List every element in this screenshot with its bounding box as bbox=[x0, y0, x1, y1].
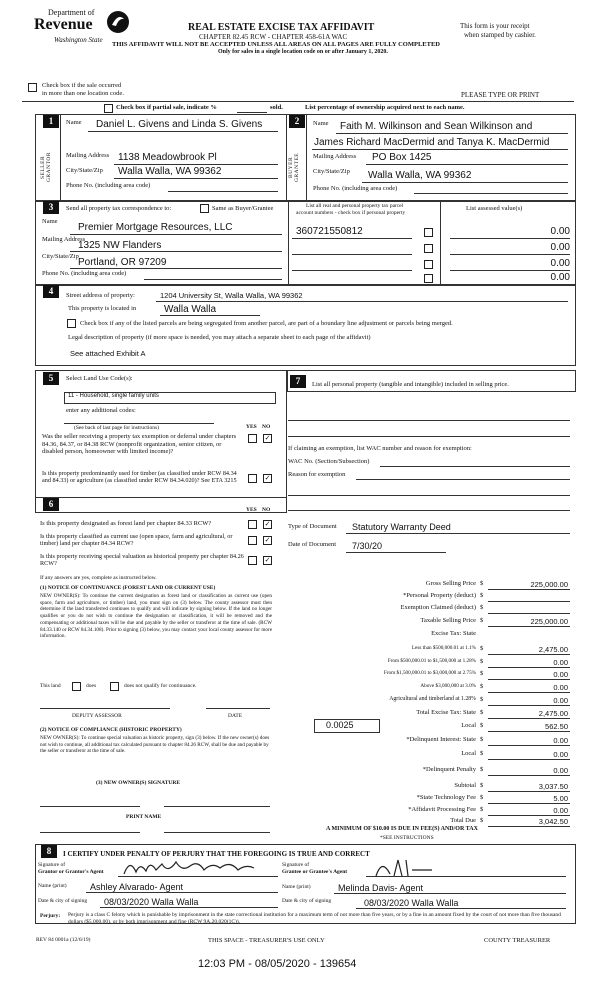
buyer-name-line1[interactable]: Faith M. Wilkinson and Sean Wilkinson and bbox=[340, 121, 533, 132]
min-fee-note: A MINIMUM OF $10.00 IS DUE IN FEE(S) AND/OR TAX bbox=[326, 826, 478, 832]
located-in-label: This property is located in bbox=[68, 305, 137, 312]
assessed-value-3[interactable]: 0.00 bbox=[550, 258, 570, 269]
form-warning: THIS AFFIDAVIT WILL NOT BE ACCEPTED UNLESS ALL AREAS ON ALL PAGES ARE FULLY COMPLETED bbox=[112, 41, 440, 48]
grantor-date-city[interactable]: 08/03/2020 Walla Walla bbox=[104, 897, 199, 907]
seller-grantor-label: SELLER GRANTOR bbox=[40, 152, 52, 182]
delinq-state-dollar-sign: $ bbox=[480, 736, 484, 743]
s5-question-1: Was the seller receiving a property tax exemption or deferral under chapters 84.36, 84.37, or 84.38 RCW (nonprofit organization, senior citizen, or disabled person, homeowner with limited income)? bbox=[42, 433, 237, 456]
segregated-checkbox[interactable] bbox=[67, 319, 76, 328]
form-subtitle: CHAPTER 82.45 RCW - CHAPTER 458-61A WAC bbox=[199, 33, 348, 41]
seller-city-label: City/State/Zip bbox=[66, 167, 103, 174]
parcel-header-1: List all real and personal property tax parcel bbox=[306, 203, 404, 209]
tier3-dollar-sign: $ bbox=[480, 670, 484, 677]
tax-corr-city[interactable]: Portland, OR 97209 bbox=[78, 257, 167, 268]
grantee-date-label: Date & city of signing bbox=[282, 898, 332, 904]
section-4-number: 4 bbox=[43, 285, 59, 298]
grantor-sig-label-1: Signature of bbox=[38, 862, 66, 868]
s6-q2-yes-checkbox[interactable] bbox=[248, 536, 257, 545]
buyer-mailing-label: Mailing Address bbox=[313, 153, 357, 160]
buyer-name-label: Name bbox=[313, 120, 329, 127]
multiple-location-label-1: Check box if the sale occurred bbox=[42, 82, 122, 89]
s6-q1-yes-checkbox[interactable] bbox=[248, 520, 257, 529]
street-address-label: Street address of property: bbox=[66, 292, 135, 299]
delinq-local-label: Local bbox=[461, 750, 476, 757]
new-owner-signature-label: (3) NEW OWNER(S) SIGNATURE bbox=[96, 780, 180, 786]
multiple-location-label-2: in more than one location code. bbox=[42, 90, 124, 97]
land-use-label: Select Land Use Code(s): bbox=[66, 375, 133, 382]
same-as-buyer-label: Same as Buyer/Grantee bbox=[212, 205, 274, 212]
tier3-value[interactable]: 0.00 bbox=[553, 670, 568, 679]
gross-label: Gross Selling Price bbox=[425, 580, 476, 587]
additional-codes-label: enter any additional codes: bbox=[66, 407, 136, 414]
tax-corr-city-label: City/State/Zip bbox=[42, 253, 79, 260]
section-7-number: 7 bbox=[290, 375, 306, 388]
buyer-mailing[interactable]: PO Box 1425 bbox=[372, 152, 432, 163]
personal-property-checkbox-2[interactable] bbox=[424, 244, 433, 253]
subtotal-dollar-sign: $ bbox=[480, 782, 484, 789]
s5-question-2: Is this property predominantly used for timber (as classified under RCW 84.34 and 84.33) or agriculture (as classified under RCW 84.34.020)? See ETA 3215 bbox=[42, 470, 237, 484]
parcel-header-2: account numbers - check box if personal property bbox=[296, 210, 406, 216]
section-5-number: 5 bbox=[43, 372, 59, 385]
segregated-label: Check box if any of the listed parcels are being segregated from another parcel, are part of a boundary line adjustment or parcels being merged. bbox=[80, 320, 453, 327]
please-type: PLEASE TYPE OR PRINT bbox=[461, 91, 540, 99]
wac-label: WAC No. (Section/Subsection) bbox=[288, 458, 370, 465]
taxable-dollar-sign: $ bbox=[480, 617, 484, 624]
grantee-date-city[interactable]: 08/03/2020 Walla Walla bbox=[364, 898, 459, 908]
print-name-label: PRINT NAME bbox=[126, 814, 162, 820]
taxable-label: Taxable Selling Price bbox=[420, 617, 476, 624]
personal-property-checkbox-4[interactable] bbox=[424, 274, 433, 283]
ag-dollar-sign: $ bbox=[480, 696, 484, 703]
tax-corr-name-label: Name bbox=[42, 218, 58, 225]
s6-yes-header: YES bbox=[246, 507, 257, 513]
sold-label: sold. bbox=[270, 104, 283, 111]
section-6-number: 6 bbox=[43, 498, 59, 511]
exemption-label: If claiming an exemption, list WAC number and reason for exemption: bbox=[288, 445, 472, 452]
assessor-date-label: DATE bbox=[228, 713, 243, 719]
assessed-value-4[interactable]: 0.00 bbox=[550, 272, 570, 283]
local-label: Local bbox=[461, 722, 476, 729]
tech-fee-label: *State Technology Fee bbox=[416, 794, 476, 801]
tier2-label: From $500,000.01 to $1,500,000 at 1.28% bbox=[387, 658, 476, 664]
seller-mailing[interactable]: 1138 Meadowbrook Pl bbox=[118, 152, 217, 163]
buyer-city[interactable]: Walla Walla, WA 99362 bbox=[368, 170, 472, 181]
subtotal-label: Subtotal bbox=[454, 782, 476, 789]
parcel-number-1[interactable]: 360721550812 bbox=[296, 226, 363, 237]
county-treasurer-label: COUNTY TREASURER bbox=[484, 937, 551, 944]
tier4-dollar-sign: $ bbox=[480, 683, 484, 690]
delinq-local-value[interactable]: 0.00 bbox=[553, 750, 568, 759]
s5-no-header: NO bbox=[262, 424, 271, 430]
logo-revenue: Revenue bbox=[34, 16, 93, 33]
perjury-text: Perjury is a class C felony which is punishable by imprisonment in the state correctional institution for a maximum term of not more than five years, or by a fine in an amount fixed by the court of not more than five thousand dollars ($5,000.00), or by both imprisonment and fine (RCW 9A.20.020(1C)). bbox=[68, 912, 561, 925]
receipt-note-1: This form is your receipt bbox=[460, 22, 530, 30]
delinq-penalty-dollar-sign: $ bbox=[480, 766, 484, 773]
exemption-dollar-sign: $ bbox=[480, 604, 484, 611]
land-does-checkbox[interactable] bbox=[72, 682, 81, 691]
section-1-number: 1 bbox=[43, 115, 59, 128]
land-does-label: does bbox=[86, 683, 97, 689]
buyer-city-label: City/State/Zip bbox=[313, 168, 350, 175]
delinq-penalty-value[interactable]: 0.00 bbox=[553, 766, 568, 775]
ownership-label: List percentage of ownership acquired next to each name. bbox=[305, 104, 465, 111]
grantor-date-label: Date & city of signing bbox=[38, 898, 88, 904]
assessed-header: List assessed value(s) bbox=[466, 205, 523, 212]
tier4-value[interactable]: 0.00 bbox=[553, 683, 568, 692]
s6-q3-no-checkbox[interactable]: ✓ bbox=[264, 556, 271, 564]
gross-value[interactable]: 225,000.00 bbox=[530, 580, 568, 589]
grantee-sig-label-1: Signature of bbox=[282, 862, 310, 868]
perjury-label: Perjury: bbox=[40, 913, 61, 919]
tier3-label: From $1,500,000.01 to $3,000,000 at 2.75% bbox=[383, 670, 476, 676]
s6-question-2: Is this property classified as current use (open space, farm and agricultural, or timber) land per chapter 84.34 RCW? bbox=[40, 533, 233, 547]
dor-emblem-icon bbox=[106, 10, 130, 34]
logo-washington: Washington State bbox=[54, 36, 103, 44]
buyer-phone-label: Phone No. (including area code) bbox=[313, 185, 398, 192]
seller-name-label: Name bbox=[66, 119, 82, 126]
recording-stamp: 12:03 PM - 08/05/2020 - 139654 bbox=[198, 958, 357, 970]
s6-q3-yes-checkbox[interactable] bbox=[248, 556, 257, 565]
s5-q1-no-checkbox[interactable]: ✓ bbox=[264, 434, 271, 442]
grantee-name[interactable]: Melinda Davis- Agent bbox=[338, 883, 424, 893]
tier2-value[interactable]: 0.00 bbox=[553, 658, 568, 667]
s5-q2-yes-checkbox[interactable] bbox=[248, 474, 257, 483]
s6-question-3: Is this property receiving special valuation as historical property per chapter 84.26 RCW? bbox=[40, 553, 244, 567]
treasurer-use-label: THIS SPACE - TREASURER'S USE ONLY bbox=[208, 937, 325, 944]
logo-dept: Department of bbox=[48, 8, 95, 17]
tax-corr-phone-label: Phone No. (including area code) bbox=[42, 270, 127, 277]
reason-label: Reason for exemption bbox=[288, 471, 346, 478]
subtotal-value[interactable]: 3,037.50 bbox=[538, 782, 568, 791]
total-due-label: Total Due bbox=[450, 817, 476, 824]
tech-fee-value[interactable]: 5.00 bbox=[553, 794, 568, 803]
total-due-value[interactable]: 3,042.50 bbox=[538, 817, 568, 826]
excise-state-label: Excise Tax: State bbox=[431, 630, 476, 637]
receipt-note-2: when stamped by cashier. bbox=[464, 31, 536, 39]
land-does-not-checkbox[interactable] bbox=[110, 682, 119, 691]
local-rate[interactable]: 0.0025 bbox=[326, 720, 354, 730]
personal-property-label: List all personal property (tangible and intangible) included in selling price. bbox=[312, 381, 509, 388]
grantor-signature bbox=[120, 856, 270, 878]
buyer-name-line2[interactable]: James Richard MacDermid and Tanya K. MacDermid bbox=[314, 137, 550, 148]
s6-no-header: NO bbox=[262, 507, 271, 513]
see-instructions-note: *SEE INSTRUCTIONS bbox=[380, 835, 434, 841]
tier1-label: Less than $500,000.01 at 1.1% bbox=[411, 645, 476, 651]
certify-statement: I CERTIFY UNDER PENALTY OF PERJURY THAT THE FOREGOING IS TRUE AND CORRECT bbox=[63, 850, 370, 858]
proc-fee-label: *Affidavit Processing Fee bbox=[408, 806, 476, 813]
deputy-assessor-label: DEPUTY ASSESSOR bbox=[72, 713, 122, 719]
delinq-local-dollar-sign: $ bbox=[480, 750, 484, 757]
buyer-grantee-label: BUYER GRANTEE bbox=[288, 152, 300, 182]
form-revision: REV 84 0001a (12/6/19) bbox=[36, 937, 91, 943]
gross-dollar-sign: $ bbox=[480, 580, 484, 587]
same-as-buyer-checkbox[interactable] bbox=[200, 204, 209, 213]
tier2-dollar-sign: $ bbox=[480, 658, 484, 665]
total-state-label: Total Excise Tax: State bbox=[416, 709, 476, 716]
local-value[interactable]: 562.50 bbox=[545, 722, 568, 731]
total-due-dollar-sign: $ bbox=[480, 817, 484, 824]
notice-continuance-body: NEW OWNER(S): To continue the current designation as forest land or classification as current use (open space, farm and agriculture, or timber) land, you must sign on (3) below. The county assessor must then determine if the land transferred continues to qualify and will indicate by signing below. If the land no longer qualifies or you do not wish to continue the designation or classification, it will be removed and the compensating or additional taxes will be due and payable by the seller or transferor at the time of sale. (RCW 84.33.140 or RCW 84.34.108). Prior to signing (3) below, you may contact your local county assessor for more information. bbox=[40, 593, 272, 640]
this-land-label: This land bbox=[40, 683, 61, 689]
grantor-name-label: Name (print) bbox=[38, 883, 67, 889]
s5-yes-header: YES bbox=[246, 424, 257, 430]
land-use-code[interactable]: 11 - Household, single family units bbox=[68, 393, 159, 399]
assessed-value-1[interactable]: 0.00 bbox=[550, 226, 570, 237]
personal-property-checkbox-1[interactable] bbox=[424, 228, 433, 237]
grantor-name[interactable]: Ashley Alvarado- Agent bbox=[90, 882, 184, 892]
notice-compliance-body: NEW OWNER(S): To continue special valuation as historic property, sign (3) below. If the new owner(s) does not wish to continue, all additional tax calculated pursuant to chapter 84.26 RCW, shall be due and payable by the seller or transferor at the time of sale. bbox=[40, 735, 270, 755]
ag-value[interactable]: 0.00 bbox=[553, 696, 568, 705]
personal-label: *Personal Property (deduct) bbox=[403, 592, 476, 599]
total-state-value[interactable]: 2,475.00 bbox=[538, 709, 568, 718]
doc-type[interactable]: Statutory Warranty Deed bbox=[352, 522, 451, 532]
form-only-for: Only for sales in a single location code on or after January 1, 2020. bbox=[218, 49, 388, 55]
tax-corr-name[interactable]: Premier Mortgage Resources, LLC bbox=[78, 222, 233, 233]
section-3-number: 3 bbox=[43, 201, 59, 214]
exemption-label: Exemption Claimed (deduct) bbox=[400, 604, 476, 611]
seller-phone-label: Phone No. (including area code) bbox=[66, 182, 151, 189]
tier1-dollar-sign: $ bbox=[480, 645, 484, 652]
grantee-name-label: Name (print) bbox=[282, 884, 311, 890]
assessed-value-2[interactable]: 0.00 bbox=[550, 242, 570, 253]
notice-continuance-title: (1) NOTICE OF CONTINUANCE (FOREST LAND OR CURRENT USE) bbox=[40, 585, 216, 591]
s6-question-1: Is this property designated as forest land per chapter 84.33 RCW? bbox=[40, 520, 212, 527]
proc-fee-value[interactable]: 0.00 bbox=[553, 806, 568, 815]
tier1-value[interactable]: 2,475.00 bbox=[538, 645, 568, 654]
partial-sale-checkbox[interactable] bbox=[104, 104, 113, 113]
seller-name[interactable]: Daniel L. Givens and Linda S. Givens bbox=[96, 119, 263, 130]
s5-q1-yes-checkbox[interactable] bbox=[248, 434, 257, 443]
legal-description[interactable]: See attached Exhibit A bbox=[70, 349, 146, 358]
section-8-number: 8 bbox=[41, 845, 57, 858]
doc-date-label: Date of Document bbox=[288, 541, 337, 548]
personal-property-checkbox-3[interactable] bbox=[424, 260, 433, 269]
ag-label: Agricultural and timberland at 1.28% bbox=[389, 696, 476, 702]
s6-q1-no-checkbox[interactable]: ✓ bbox=[264, 520, 271, 528]
proc-fee-dollar-sign: $ bbox=[480, 806, 484, 813]
delinq-penalty-label: *Delinquent Penalty bbox=[422, 766, 476, 773]
dor-logo bbox=[34, 6, 144, 68]
street-address[interactable]: 1204 University St, Walla Walla, WA 99362 bbox=[160, 291, 303, 300]
tier4-label: Above $3,000,000 at 3.0% bbox=[420, 683, 476, 689]
located-in[interactable]: Walla Walla bbox=[164, 304, 217, 315]
local-dollar-sign: $ bbox=[480, 722, 484, 729]
doc-date[interactable]: 7/30/20 bbox=[352, 541, 383, 551]
notice-compliance-title: (2) NOTICE OF COMPLIANCE (HISTORIC PROPERTY) bbox=[40, 727, 182, 733]
form-title: REAL ESTATE EXCISE TAX AFFIDAVIT bbox=[188, 22, 375, 33]
grantee-sig-label-2: Grantee or Grantee's Agent bbox=[282, 869, 348, 875]
tech-fee-dollar-sign: $ bbox=[480, 794, 484, 801]
personal-dollar-sign: $ bbox=[480, 592, 484, 599]
seller-mailing-label: Mailing Address bbox=[66, 152, 110, 159]
see-back-label: (See back of last page for instructions) bbox=[74, 425, 159, 431]
multiple-location-checkbox[interactable] bbox=[28, 83, 37, 92]
delinq-state-label: *Delinquent Interest: State bbox=[406, 736, 476, 743]
tax-corr-mailing[interactable]: 1325 NW Flanders bbox=[78, 240, 162, 251]
send-correspondence-label: Send all property tax correspondence to: bbox=[66, 205, 172, 212]
taxable-value[interactable]: 225,000.00 bbox=[530, 617, 568, 626]
legal-description-label: Legal description of property (if more space is needed, you may attach a separate sheet to each page of the affidavit) bbox=[68, 334, 371, 341]
total-state-dollar-sign: $ bbox=[480, 709, 484, 716]
s5-q2-no-checkbox[interactable]: ✓ bbox=[264, 474, 271, 482]
partial-sale-label: Check box if partial sale, indicate % bbox=[116, 104, 217, 111]
section-2-number: 2 bbox=[289, 115, 305, 128]
delinq-state-value[interactable]: 0.00 bbox=[553, 736, 568, 745]
land-does-not-label: does not qualify for continuance. bbox=[124, 683, 197, 689]
s6-q2-no-checkbox[interactable]: ✓ bbox=[264, 536, 271, 544]
s6-if-yes: If any answers are yes, complete as instructed below. bbox=[40, 575, 157, 581]
doc-type-label: Type of Document bbox=[288, 523, 337, 530]
grantor-sig-label-2: Grantor or Grantor's Agent bbox=[38, 869, 104, 875]
tax-corr-mailing-label: Mailing Address bbox=[42, 236, 86, 243]
seller-city[interactable]: Walla Walla, WA 99362 bbox=[118, 166, 222, 177]
